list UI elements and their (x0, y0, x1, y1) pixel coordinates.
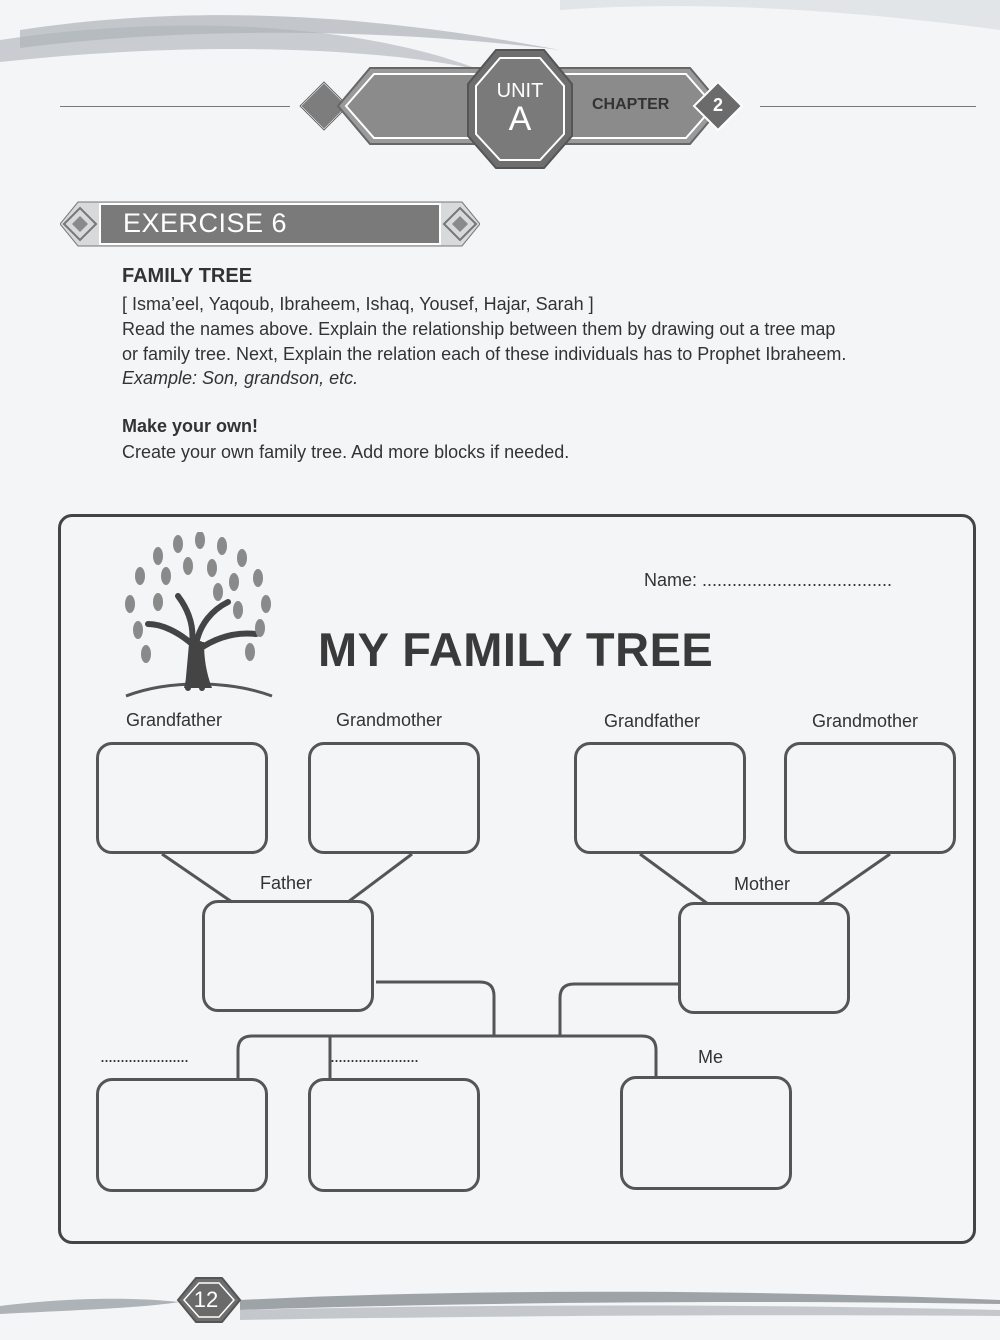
unit-label: UNIT (496, 80, 544, 102)
instructions-line-1: Read the names above. Explain the relationship between them by drawing out a tree map (122, 319, 836, 339)
box-me[interactable] (620, 1076, 792, 1190)
box-sibling-2[interactable] (308, 1078, 480, 1192)
example-text: Example: Son, grandson, etc. (122, 368, 359, 388)
footer-swoosh-decoration (0, 1270, 1000, 1340)
name-field[interactable]: Name: ...................................... (644, 570, 893, 590)
box-grandmother-right[interactable] (784, 742, 956, 854)
label-grandmother-left: Grandmother (336, 710, 443, 730)
box-father[interactable] (202, 900, 374, 1012)
worksheet-title: MY FAMILY TREE (318, 623, 714, 676)
box-grandfather-left[interactable] (96, 742, 268, 854)
names-list: [ Isma’eel, Yaqoub, Ibraheem, Ishaq, Yousef, Hajar, Sarah ] (122, 294, 594, 314)
box-grandfather-right[interactable] (574, 742, 746, 854)
instructions-line-2: or family tree. Next, Explain the relation each of these individuals has to Prophet Ibraheem. (122, 344, 847, 364)
label-mother: Mother (734, 874, 791, 894)
exercise-title: EXERCISE 6 (123, 208, 288, 238)
label-sibling-2[interactable]: ...................... (330, 1046, 419, 1066)
unit-letter: A (508, 100, 532, 138)
box-sibling-1[interactable] (96, 1078, 268, 1192)
make-own-heading: Make your own! (122, 416, 259, 436)
label-grandfather-right: Grandfather (604, 711, 701, 731)
label-grandmother-right: Grandmother (812, 711, 919, 731)
box-grandmother-left[interactable] (308, 742, 480, 854)
make-own-text: Create your own family tree. Add more blocks if needed. (122, 442, 570, 462)
box-mother[interactable] (678, 902, 850, 1014)
label-father: Father (260, 873, 313, 893)
chapter-label: CHAPTER (592, 96, 670, 113)
chapter-number: 2 (712, 95, 723, 115)
label-grandfather-left: Grandfather (126, 710, 223, 730)
family-tree-heading: FAMILY TREE (122, 265, 253, 287)
label-me: Me (698, 1047, 724, 1067)
page-number: 12 (193, 1287, 219, 1312)
label-sibling-1[interactable]: ...................... (100, 1046, 189, 1066)
